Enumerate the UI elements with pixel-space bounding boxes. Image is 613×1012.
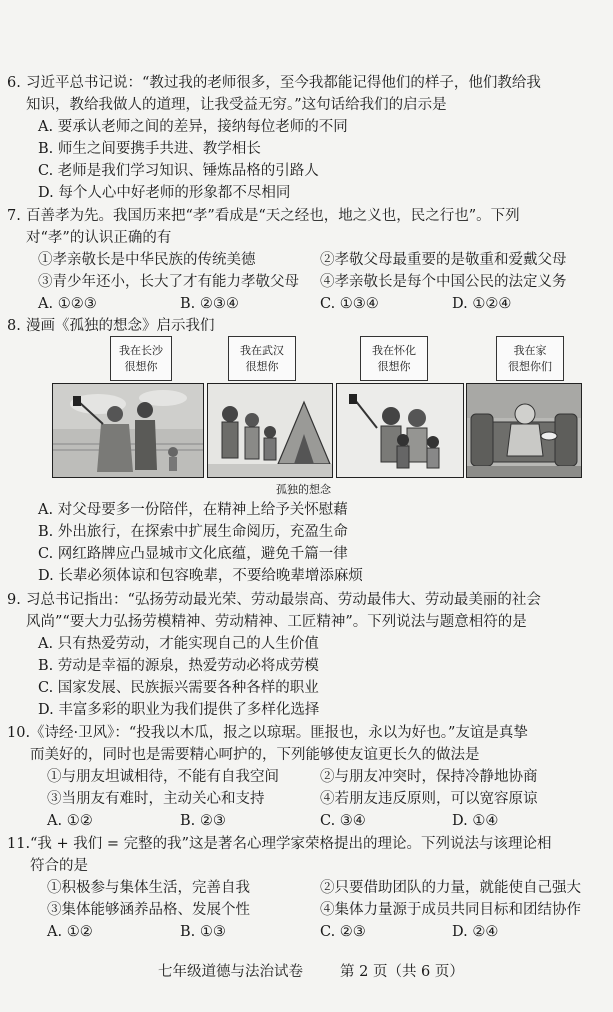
option-d: D. ①②④ [452,296,512,312]
statement-1: ①积极参与集体生活，完善自我 [47,880,250,896]
couple-selfie-illustration [53,384,203,477]
option-a: A. ①② [47,813,93,829]
question-stem: 符合的是 [30,858,88,874]
family-selfie-illustration [337,384,463,477]
bubble-text: 很想你 [245,359,279,373]
question-stem: 《诗经·卫风》：“投我以木瓜，报之以琼琚。匪报也，永以为好也。”友谊是真挚 [30,725,528,741]
question-number: 6. [7,75,21,91]
option-a: A. 只有热爱劳动，才能实现自己的人生价值 [38,636,319,652]
question-number: 11. [7,836,31,852]
comic-panel-family-tent [207,383,333,478]
statement-4: ④孝亲敬长是每个中国公民的法定义务 [320,274,567,290]
question-number: 7. [7,208,21,224]
bubble-text: 很想你 [377,359,411,373]
bubble-text: 我在武汉 [240,343,284,357]
question-stem: 而美好的，同时也是需要精心呵护的，下列能够使友谊更长久的做法是 [30,747,480,763]
question-stem: 习近平总书记说：“教过我的老师很多，至今我都能记得他们的样子，他们教给我 [26,75,541,91]
speech-bubble-home [496,336,564,381]
speech-bubble-changsha [110,336,172,381]
elderly-on-sofa-illustration [467,384,581,477]
question-stem: 习总书记指出：“弘扬劳动最光荣、劳动最崇高、劳动最伟大、劳动最美丽的社会 [26,592,541,608]
question-number: 8. [7,318,21,334]
question-number: 9. [7,592,21,608]
option-c: C. ②③ [320,924,366,940]
option-b: B. ②③④ [180,296,239,312]
option-c: C. 老师是我们学习知识、锤炼品格的引路人 [38,163,319,179]
question-stem: 风尚”“要大力弘扬劳模精神、劳动精神、工匠精神”。下列说法与题意相符的是 [26,614,527,630]
option-a: A. ①②③ [38,296,97,312]
speech-bubble-huaihua [360,336,428,381]
statement-3: ③集体能够涵养品格、发展个性 [47,902,250,918]
option-c: C. ①③④ [320,296,379,312]
option-b: B. ②③ [180,813,226,829]
statement-4: ④若朋友违反原则，可以宽容原谅 [320,791,538,807]
bubble-text: 很想你们 [508,359,552,373]
bubble-text: 我在家 [513,343,547,357]
option-b: B. ①③ [180,924,226,940]
family-camping-illustration [208,384,332,477]
option-a: A. ①② [47,924,93,940]
statement-3: ③当朋友有难时，主动关心和支持 [47,791,265,807]
question-stem: 百善孝为先。我国历来把“孝”看成是“天之经也，地之义也，民之行也”。下列 [26,208,520,224]
option-d: D. 长辈必须体谅和包容晚辈，不要给晚辈增添麻烦 [38,568,363,584]
statement-2: ②与朋友冲突时，保持冷静地协商 [320,769,538,785]
statement-1: ①与朋友坦诚相待，不能有自我空间 [47,769,279,785]
bubble-text: 我在怀化 [372,343,416,357]
question-number: 10. [7,725,31,741]
question-stem: 对“孝”的认识正确的有 [26,230,172,246]
option-b: B. 外出旅行，在探索中扩展生命阅历，充盈生命 [38,524,348,540]
option-d: D. 丰富多彩的职业为我们提供了多样化选择 [38,702,320,718]
option-b: B. 师生之间要携手共进、教学相长 [38,141,261,157]
comic-panel-elder-alone [466,383,582,478]
statement-3: ③青少年还小，长大了才有能力孝敬父母 [38,274,299,290]
speech-bubble-wuhan [228,336,296,381]
option-b: B. 劳动是幸福的源泉，热爱劳动必将成劳模 [38,658,319,674]
bubble-text: 我在长沙 [119,343,163,357]
statement-2: ②孝敬父母最重要的是敬重和爱戴父母 [320,252,567,268]
statement-1: ①孝亲敬长是中华民族的传统美德 [38,252,256,268]
bubble-text: 很想你 [124,359,158,373]
question-stem: 知识，教给我做人的道理，让我受益无穷。”这句话给我们的启示是 [26,97,447,113]
statement-4: ④集体力量源于成员共同目标和团结协作 [320,902,581,918]
question-stem: 漫画《孤独的想念》启示我们 [26,318,215,334]
comic-panel-travel-couple [52,383,204,478]
option-d: D. ①④ [452,813,499,829]
option-c: C. 国家发展、民族振兴需要各种各样的职业 [38,680,319,696]
comic-panel-family-selfie [336,383,464,478]
comic-caption: 孤独的想念 [276,483,331,496]
statement-2: ②只要借助团队的力量，就能使自己强大 [320,880,581,896]
option-a: A. 对父母要多一份陪伴，在精神上给予关怀慰藉 [38,502,348,518]
option-d: D. 每个人心中好老师的形象都不尽相同 [38,185,291,201]
question-stem: “我 + 我们 = 完整的我”这是著名心理学家荣格提出的理论。下列说法与该理论相 [30,836,552,852]
option-a: A. 要承认老师之间的差异，接纳每位老师的不同 [38,119,348,135]
option-c: C. ③④ [320,813,366,829]
footer-page-number: 第 2 页（共 6 页） [340,964,464,980]
option-d: D. ②④ [452,924,499,940]
option-c: C. 网红路牌应凸显城市文化底蕴，避免千篇一律 [38,546,348,562]
footer-subject: 七年级道德与法治试卷 [158,964,303,980]
